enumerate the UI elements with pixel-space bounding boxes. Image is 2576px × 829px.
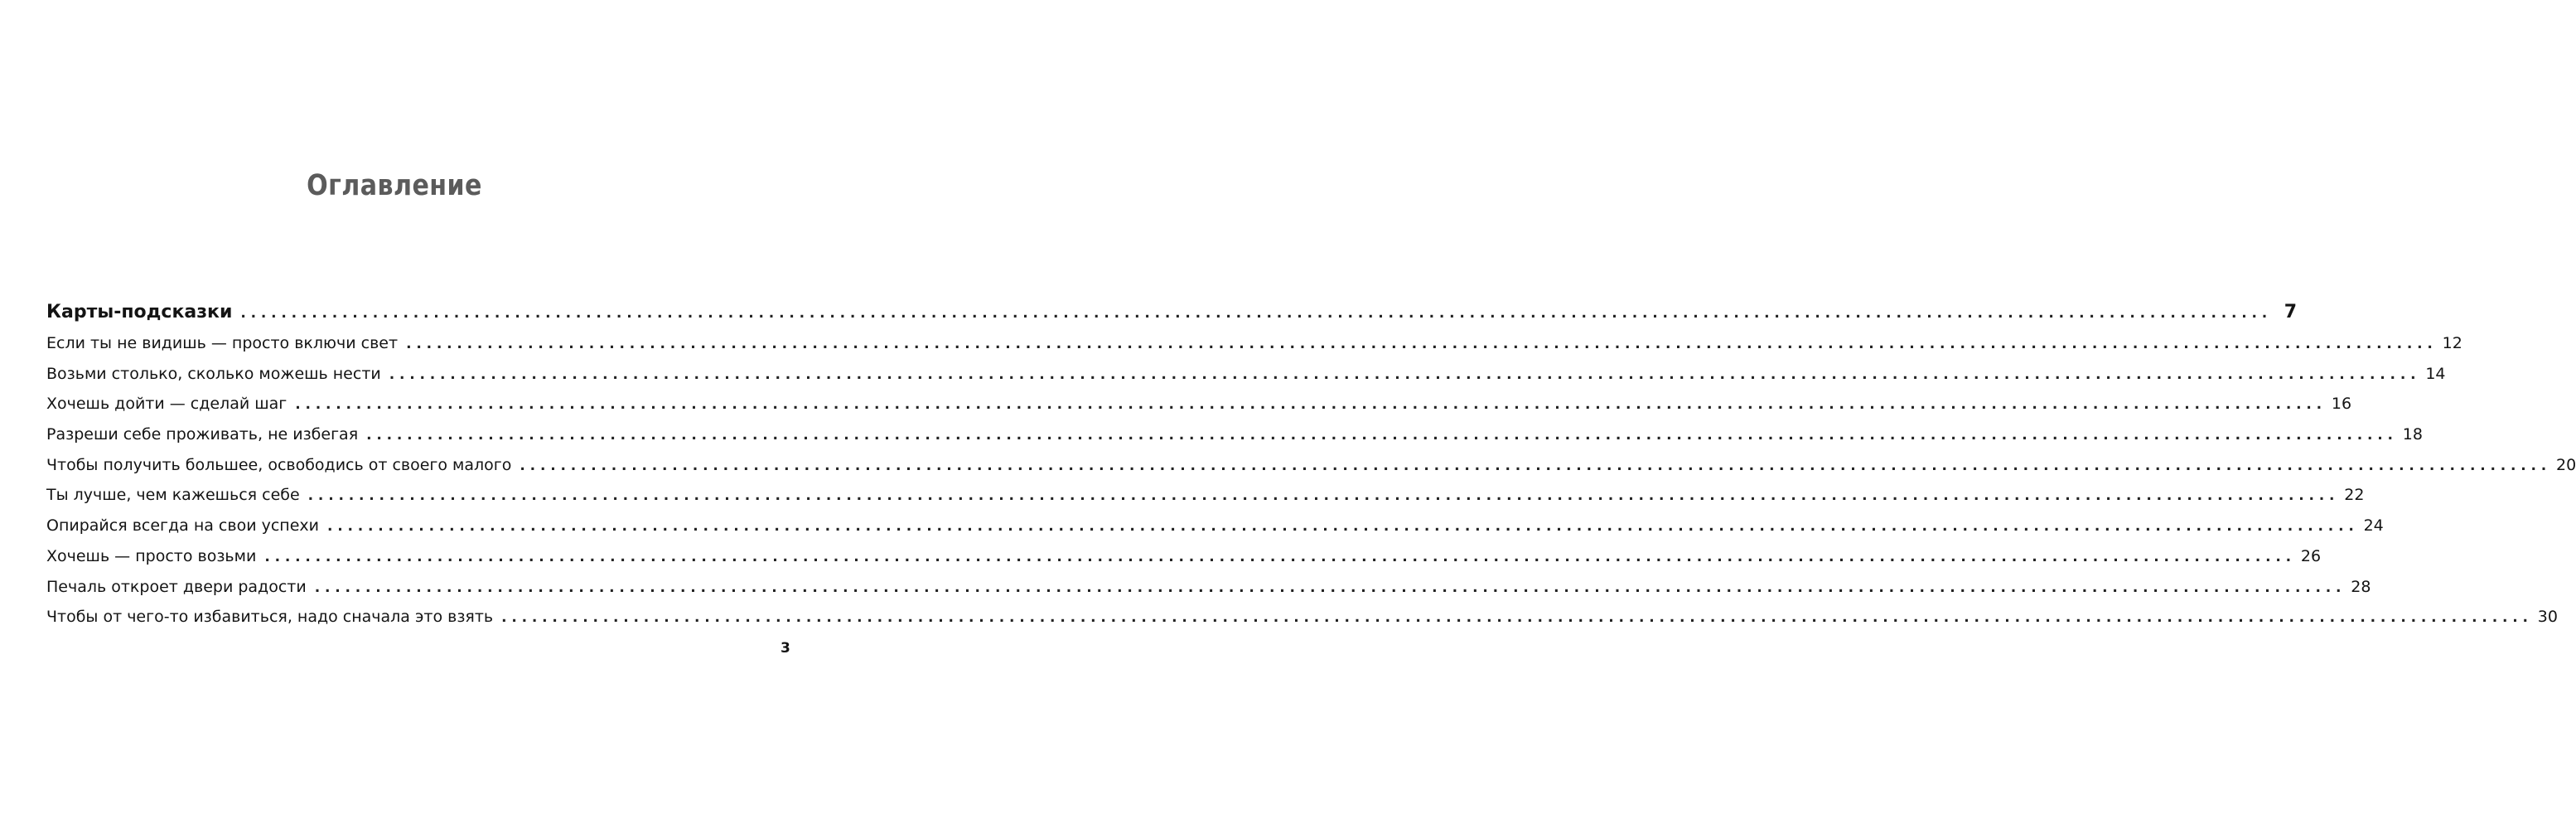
dot-leader: ........................................................................................................................................................................................................ [501, 609, 2533, 627]
toc-entry-page: 20 [2556, 455, 2576, 474]
toc-entry-title: Опирайся всегда на свои успехи [46, 516, 319, 536]
toc-entry-page: 12 [2442, 334, 2462, 352]
dot-leader: ........................................................................................................................................................................................................ [406, 336, 2438, 352]
toc-entry-page: 16 [2331, 395, 2352, 414]
table-of-contents [46, 297, 2576, 633]
toc-section-page: 7 [2284, 302, 2297, 322]
toc-entry [46, 480, 2365, 511]
dot-leader: ........................................................................................................................................................................................................ [264, 548, 2296, 565]
dot-leader: ........................................................................................................................................................................................................ [520, 457, 2552, 474]
toc-entry-page: 28 [2351, 577, 2371, 596]
toc-entry-page: 24 [2363, 516, 2384, 536]
toc-entry-title: Хочешь дойти — сделай шаг [46, 395, 288, 414]
toc-entry-page: 22 [2344, 486, 2365, 505]
dot-leader: ........................................................................................................................................................................................................ [295, 396, 2327, 414]
toc-entry [46, 572, 2371, 603]
toc-entry-page: 26 [2300, 546, 2322, 565]
toc-section-entry [46, 297, 2297, 328]
toc-entry [46, 328, 2462, 359]
toc-entry-title: Печаль откроет двери радости [46, 577, 307, 596]
page-title: Оглавление [307, 169, 482, 202]
dot-leader: ........................................................................................................................................................................................................ [314, 579, 2346, 596]
dot-leader: ........................................................................................................................................................................................................ [366, 427, 2398, 444]
toc-entry-page: 18 [2402, 425, 2423, 444]
toc-entry-title: Чтобы получить большее, освободись от своего малого [46, 455, 512, 474]
page-number: 3 [781, 640, 790, 657]
dot-leader: ........................................................................................................................................................................................................ [326, 518, 2359, 536]
dot-leader: ........................................................................................................................................................................................................ [307, 487, 2340, 505]
dot-leader: ........................................................................................................................................................................................................ [240, 305, 2272, 322]
toc-entry-title: Ты лучше, чем кажешься себе [46, 486, 300, 505]
toc-entry-title: Разреши себе проживать, не избегая [46, 425, 359, 444]
toc-entry-title: Хочешь — просто возьми [46, 546, 257, 565]
toc-entry [46, 511, 2384, 541]
toc-entry [46, 389, 2352, 419]
toc-entry-page: 30 [2537, 608, 2558, 627]
toc-entry [46, 450, 2576, 481]
toc-entry-title: Возьми столько, сколько можешь нести [46, 364, 381, 383]
toc-entry [46, 602, 2558, 633]
toc-entry [46, 359, 2446, 390]
toc-entry-page: 14 [2425, 364, 2446, 383]
toc-entry [46, 419, 2423, 450]
toc-entry-title: Чтобы от чего-то избавиться, надо сначала это взять [46, 608, 494, 627]
toc-entry [46, 541, 2322, 572]
dot-leader: ........................................................................................................................................................................................................ [389, 366, 2421, 383]
toc-entry-title: Если ты не видишь — просто включи свет [46, 334, 399, 352]
toc-section-title: Карты-подсказки [46, 302, 233, 322]
